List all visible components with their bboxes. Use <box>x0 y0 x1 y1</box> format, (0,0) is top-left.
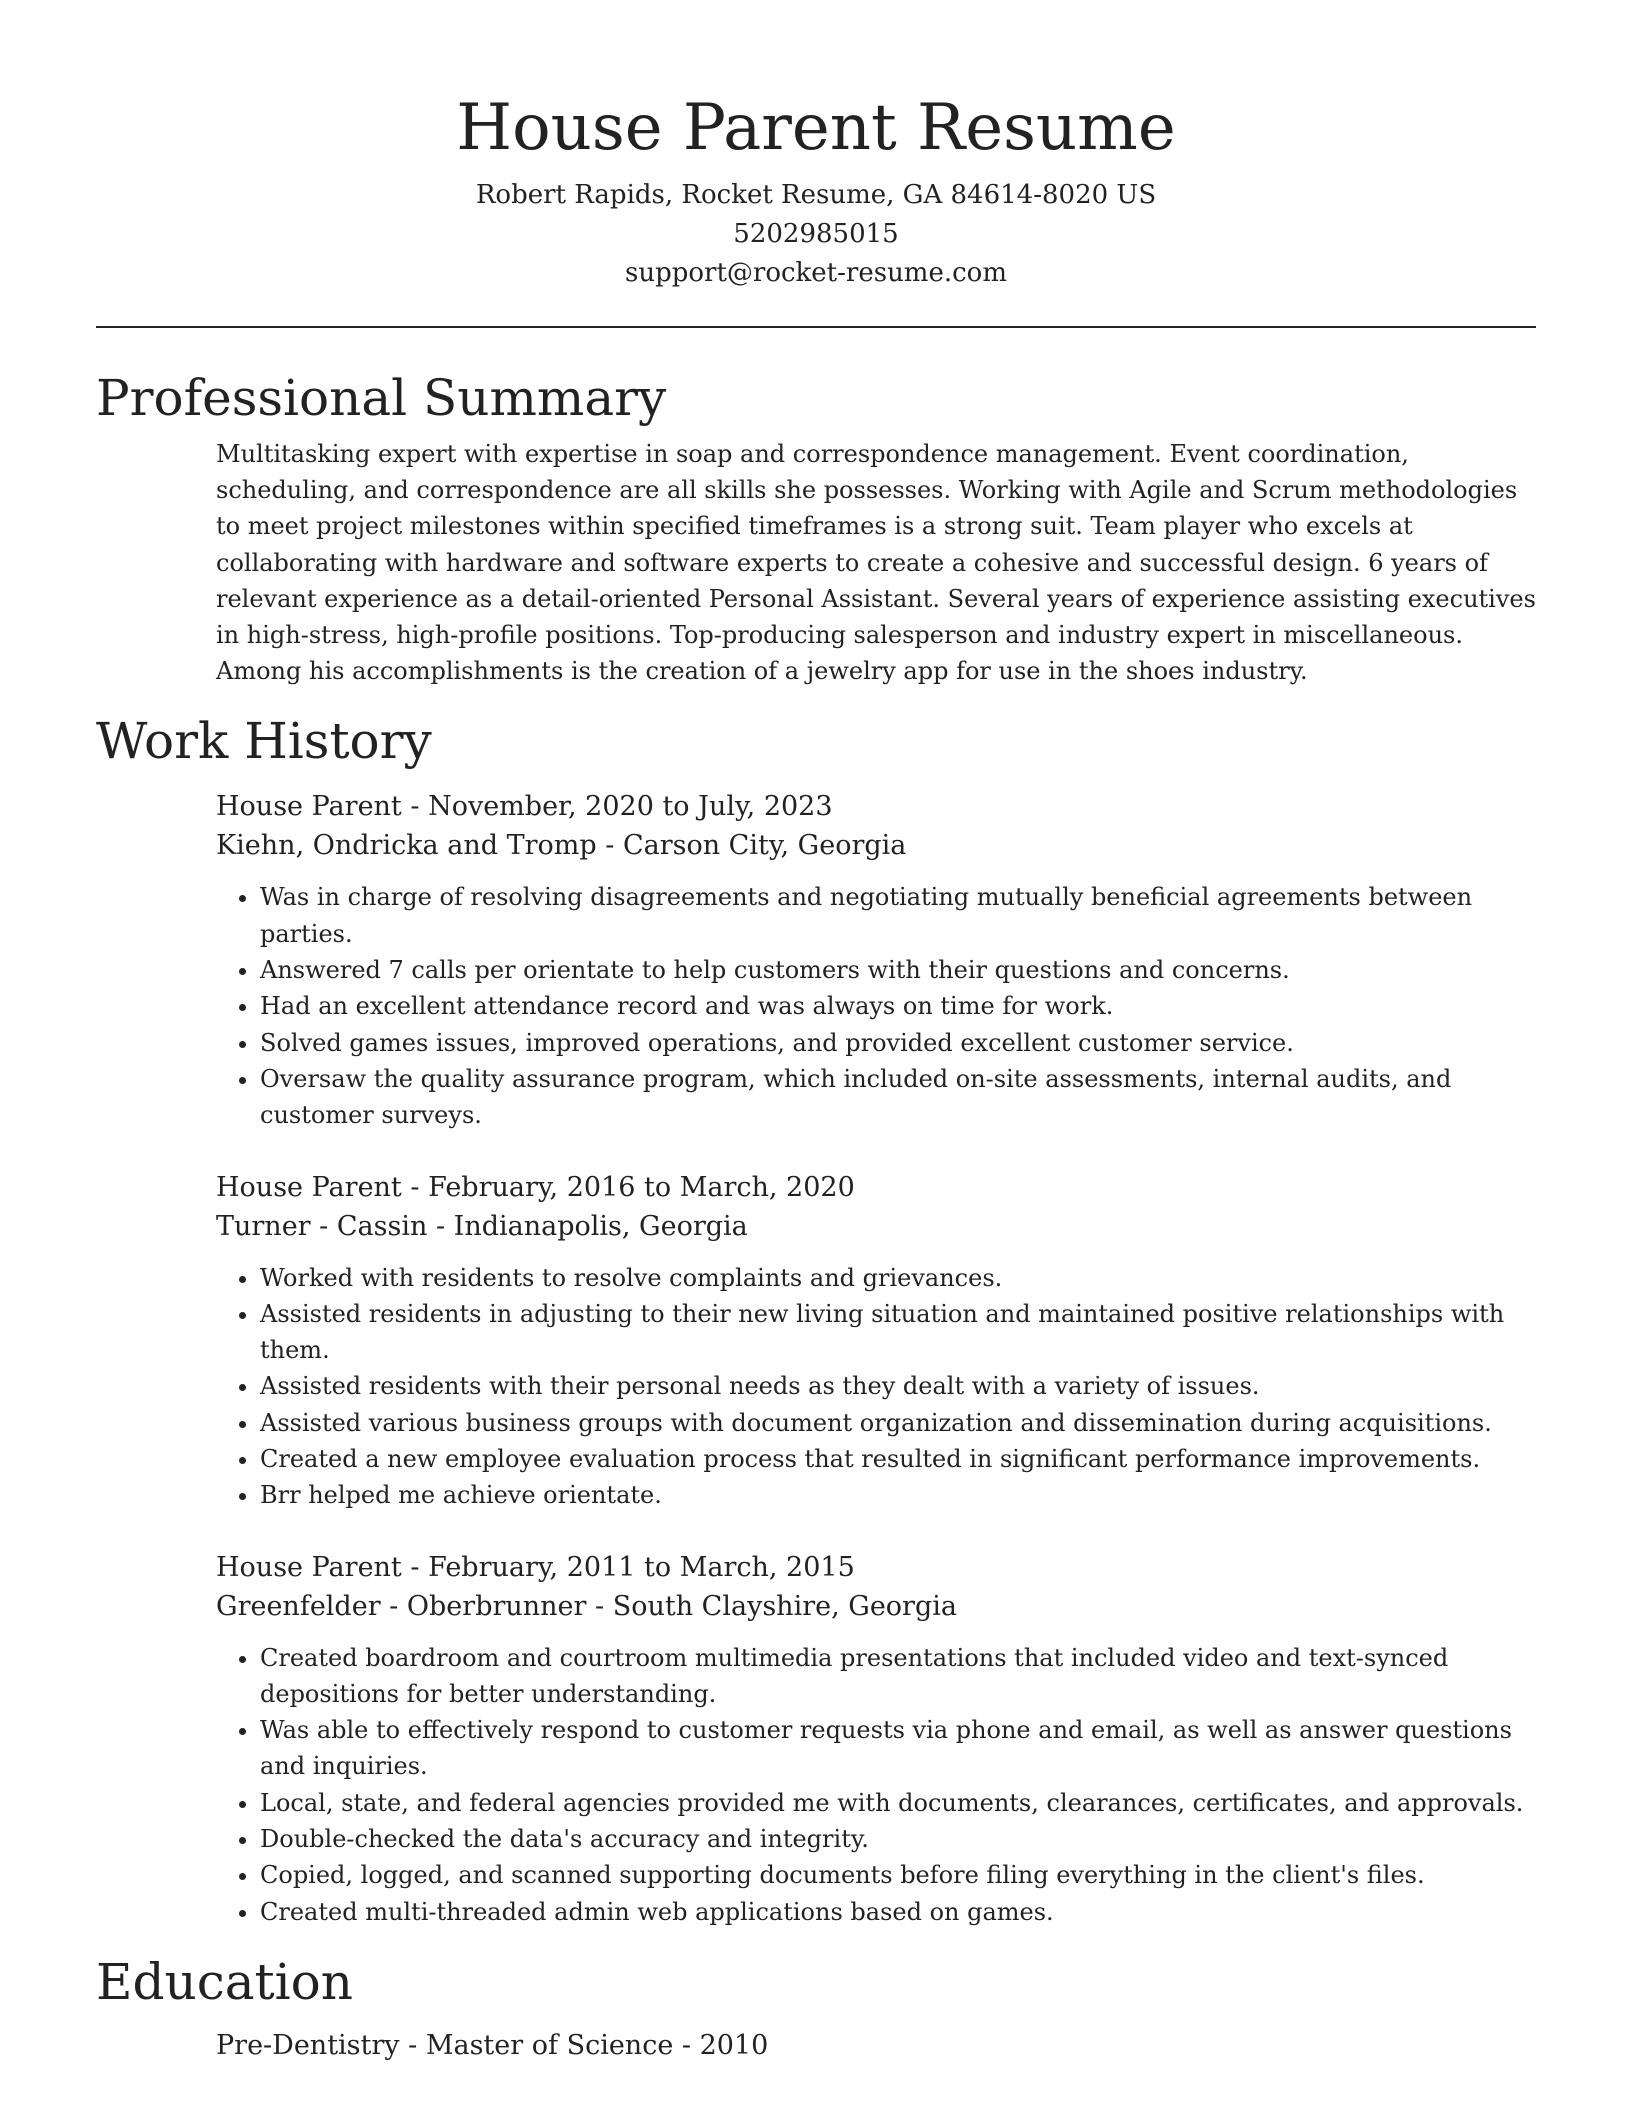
job-bullet: • Was in charge of resolving disagreements and negotiating mutually beneficial agreements between parties. <box>260 879 1536 952</box>
job-bullet: • Answered 7 calls per orientate to help customers with their questions and concerns. <box>260 952 1536 988</box>
job-bullet: • Created boardroom and courtroom multimedia presentations that included video and text-synced depositions for better understanding. <box>260 1640 1536 1713</box>
job-entry <box>216 1548 1536 1930</box>
job-bullet: • Copied, logged, and scanned supporting documents before filing everything in the client's files. <box>260 1857 1536 1893</box>
job-bullet: • Brr helped me achieve orientate. <box>260 1477 1536 1513</box>
job-bullet: • Local, state, and federal agencies provided me with documents, clearances, certificates, and approvals. <box>260 1785 1536 1821</box>
job-bullet: • Worked with residents to resolve complaints and grievances. <box>260 1260 1536 1296</box>
job-bullet: • Oversaw the quality assurance program, which included on-site assessments, internal audits, and customer surveys. <box>260 1061 1536 1134</box>
job-bullet: • Double-checked the data's accuracy and integrity. <box>260 1821 1536 1857</box>
professional-summary-section <box>96 366 1536 689</box>
professional-summary-heading: Professional Summary <box>96 369 667 427</box>
job-bullet: • Was able to effectively respond to customer requests via phone and email, as well as answer questions and inquiries. <box>260 1712 1536 1785</box>
job-company-line: Turner - Cassin - Indianapolis, Georgia <box>216 1210 748 1242</box>
header-divider <box>96 326 1536 328</box>
professional-summary-text: Multitasking expert with expertise in soap and correspondence management. Event coordination, scheduling, and correspondence are all skills she possesses. Working with Agile and Scrum methodologies to meet project milestones within specified timeframes is a strong suit. Team player who excels at collaborating with hardware and software experts to create a cohesive and successful design. 6 years of relevant experience as a detail-oriented Personal Assistant. Several years of experience assisting executives in high-stress, high-profile positions. Top-producing salesperson and industry expert in miscellaneous. Among his accomplishments is the creation of a jewelry app for use in the shoes industry. <box>216 440 1536 686</box>
job-bullet-list <box>216 879 1536 1133</box>
job-entry <box>216 787 1536 1133</box>
job-bullet: • Assisted residents in adjusting to their new living situation and maintained positive relationships with them. <box>260 1296 1536 1369</box>
work-history-section <box>96 709 1536 1930</box>
job-company-line: Greenfelder - Oberbrunner - South Clayshire, Georgia <box>216 1590 957 1622</box>
job-bullet-list <box>216 1640 1536 1930</box>
work-history-heading: Work History <box>96 712 432 771</box>
contact-block <box>96 176 1536 293</box>
job-bullet: • Had an excellent attendance record and was always on time for work. <box>260 988 1536 1024</box>
job-bullet: • Assisted residents with their personal needs as they dealt with a variety of issues. <box>260 1368 1536 1404</box>
education-section <box>96 1950 1536 2065</box>
job-bullet: • Created a new employee evaluation process that resulted in significant performance improvements. <box>260 1441 1536 1477</box>
job-bullet: • Solved games issues, improved operations, and provided excellent customer service. <box>260 1025 1536 1061</box>
job-title-line: House Parent - November, 2020 to July, 2023 <box>216 791 833 823</box>
contact-phone: 5202985015 <box>733 219 899 249</box>
job-title-line: House Parent - February, 2016 to March, 2020 <box>216 1171 855 1203</box>
job-entry <box>216 1168 1536 1514</box>
education-heading: Education <box>96 1952 353 2011</box>
contact-address: Robert Rapids, Rocket Resume, GA 84614-8020 US <box>475 180 1157 210</box>
job-title-line: House Parent - February, 2011 to March, 2015 <box>216 1551 855 1583</box>
job-bullet: • Created multi-threaded admin web applications based on games. <box>260 1894 1536 1930</box>
education-entry: Pre-Dentistry - Master of Science - 2010 <box>216 2029 769 2061</box>
resume-title: House Parent Resume <box>456 91 1176 165</box>
job-bullet: • Assisted various business groups with document organization and dissemination during acquisitions. <box>260 1405 1536 1441</box>
job-company-line: Kiehn, Ondricka and Tromp - Carson City, Georgia <box>216 830 907 862</box>
contact-email: support@rocket-resume.com <box>624 258 1007 288</box>
job-bullet-list <box>216 1260 1536 1514</box>
